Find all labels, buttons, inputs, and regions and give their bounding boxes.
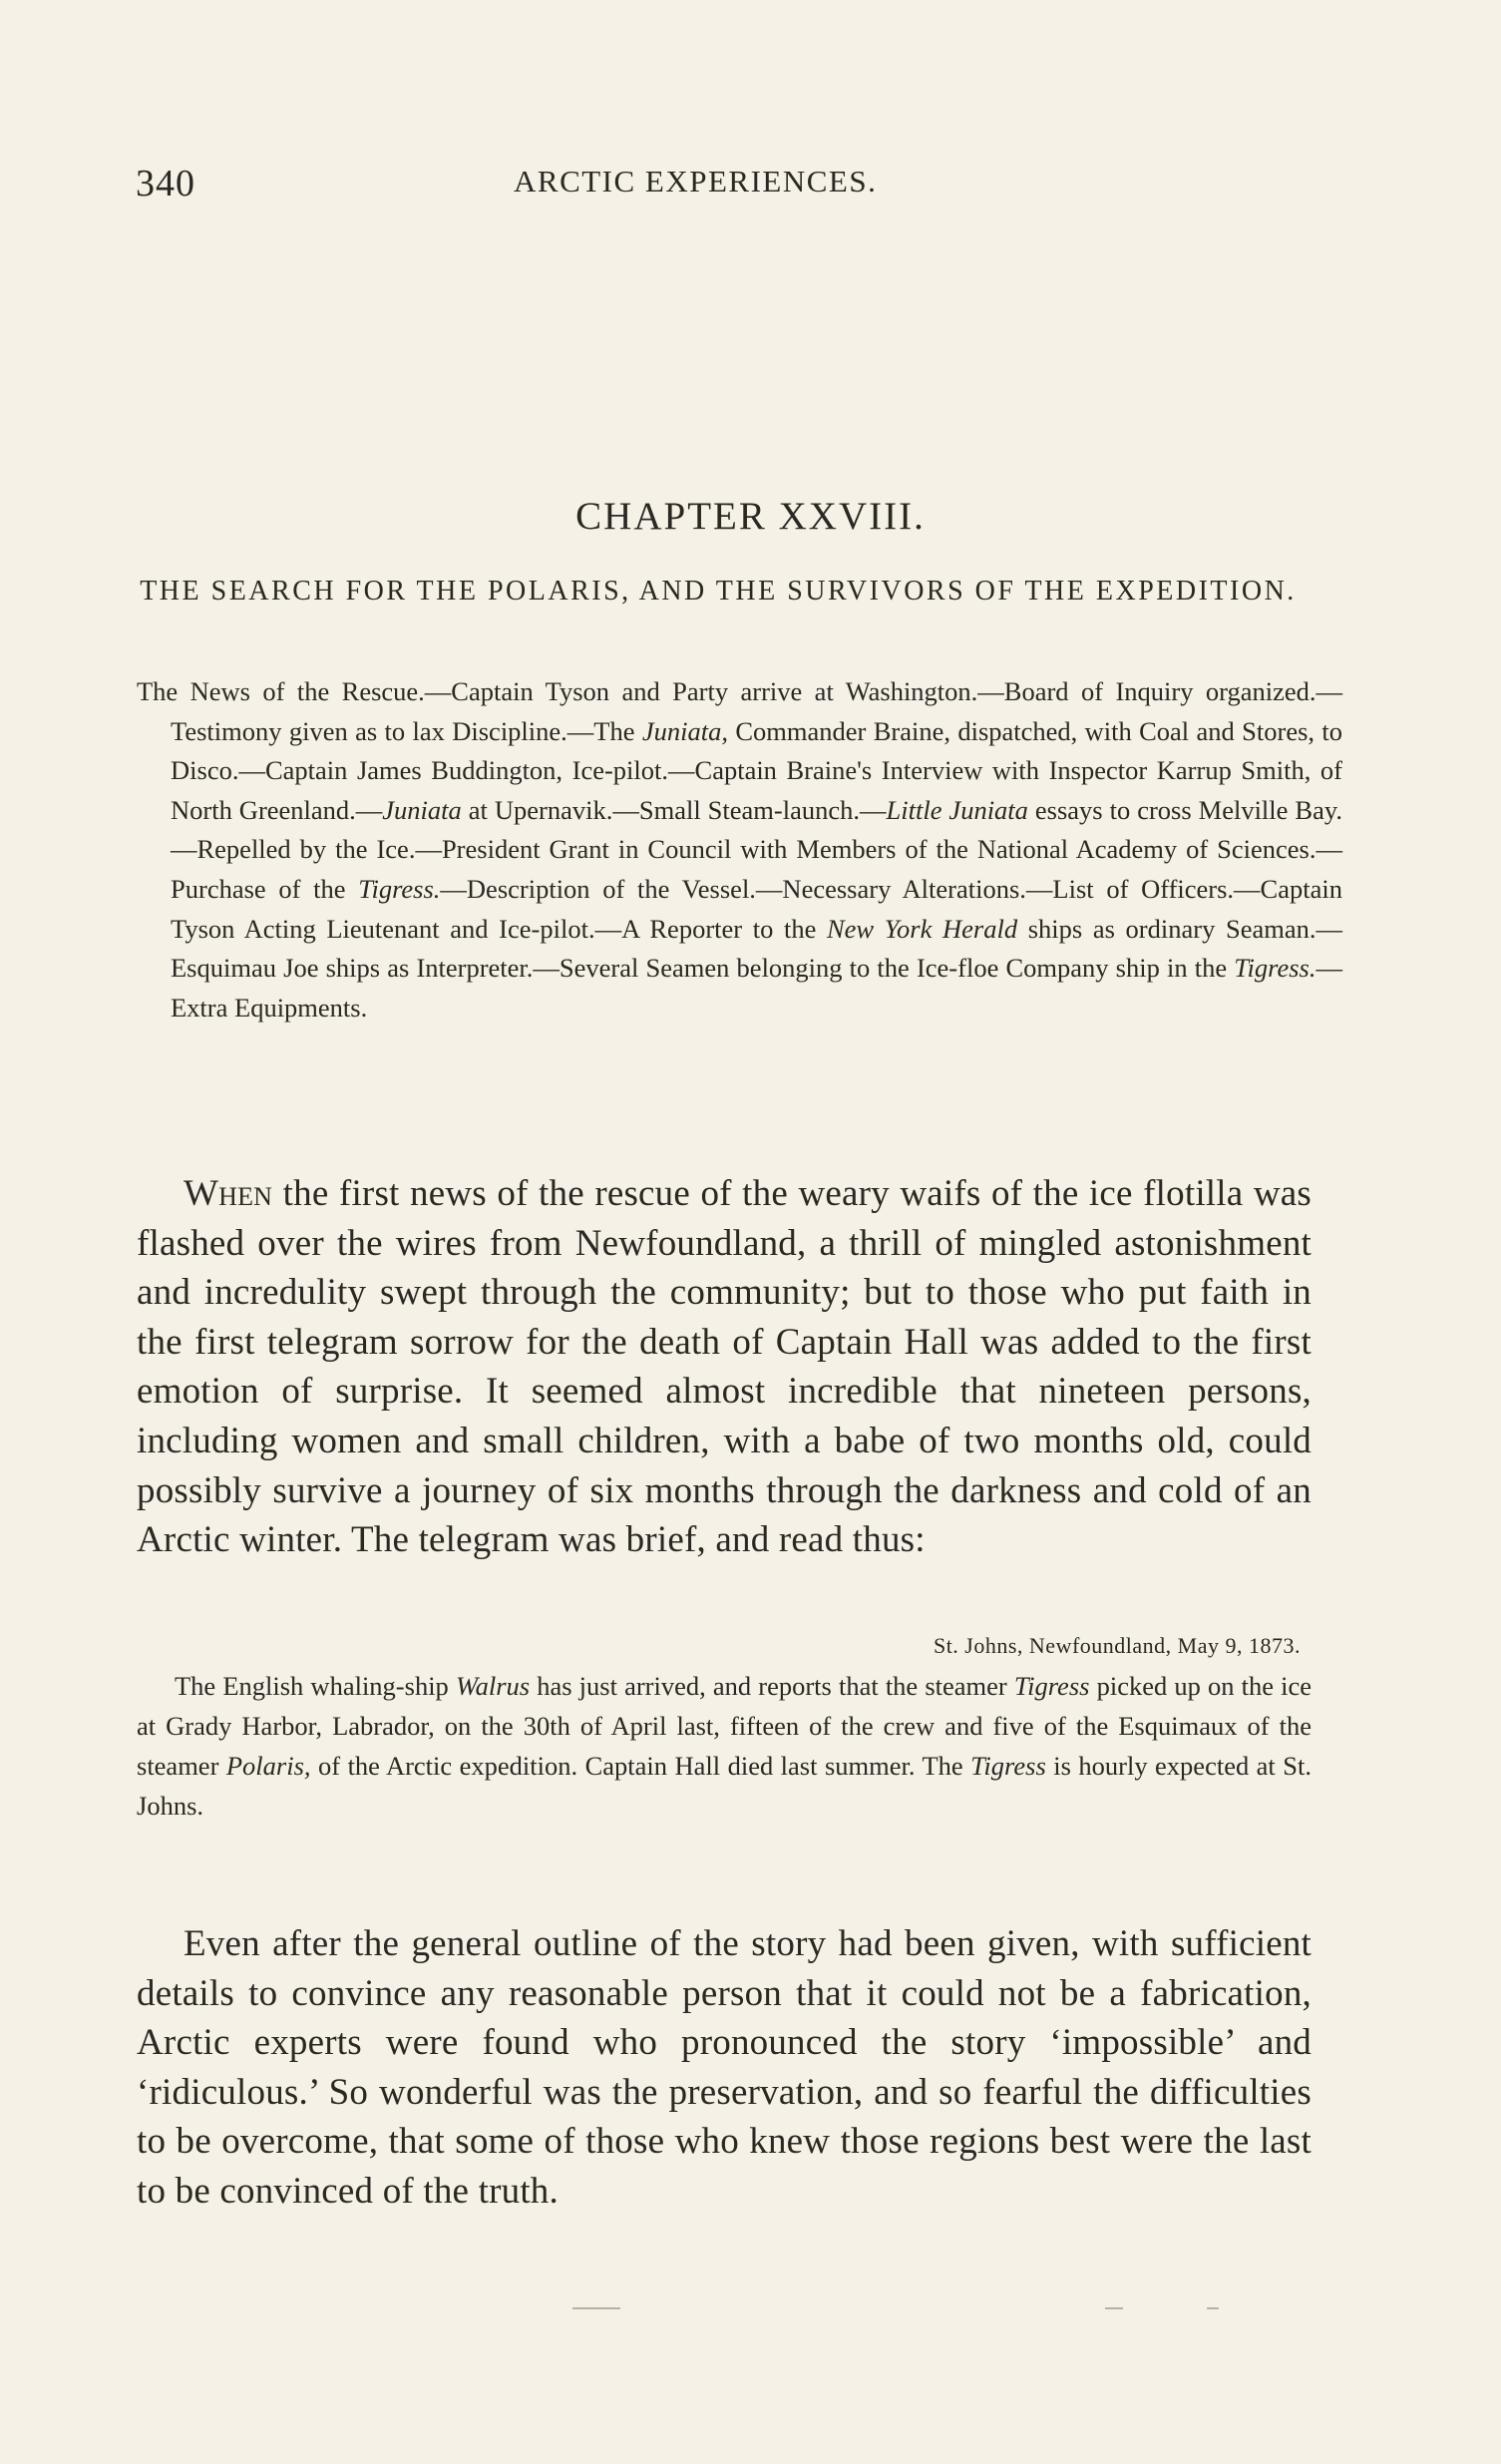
page-number: 340 [136,163,195,205]
chapter-subtitle: THE SEARCH FOR THE POLARIS, AND THE SURVIVORS OF THE EXPEDITION. [140,576,1297,607]
body-paragraph-1 [137,1169,1312,1565]
synopsis-text: —Description of the Vessel.—Necessary Alterations.—List of Officers.—Captain Tyson Acting Lieutenant and Ice-pilot.—A Reporter to the [171,873,1342,944]
synopsis-text: essays to cross Melville Bay.—Repelled by the Ice.—President Grant in Council with Members of the National Academy of Sciences.—Purchase of the [171,794,1342,904]
synopsis-ship-name: Juniata [382,794,462,825]
telegram-ship-name: Polaris, [225,1751,311,1781]
body-paragraph-2: Even after the general outline of the story had been given, with sufficient details to convince any reasonable person that it could not be a fabrication, Arctic experts were found who pronounced the story ‘impossible’ and ‘ridiculous.’ So wonderful was the preservation, and so fearful the difficulties to be overcome, that some of those who knew those regions best were the last to be convinced of the truth. [137,1923,1312,2212]
synopsis-ship-name: Little Juniata [886,794,1028,825]
telegram-segment: has just arrived, and reports that the steamer [530,1671,1014,1701]
synopsis-text: —Extra Equipments. [171,953,1342,1023]
telegram-segment: of the Arctic expedition. Captain Hall died last summer. The [310,1751,971,1781]
print-marks [0,2307,1501,2317]
telegram-segment: The English whaling-ship [175,1671,456,1701]
telegram-ship-name: Walrus [455,1671,531,1701]
synopsis-ship-name: Tigress. [1234,953,1316,984]
telegram-ship-name: Tigress [1013,1671,1090,1701]
telegram-text [137,1666,1312,1826]
synopsis-text: Commander Braine, dispatched, with Coal and Stores, to Disco.—Captain James Buddington, Ice-pilot.—Captain Braine's Interview with Inspector Karrup Smith, of North Greenland.— [171,715,1342,825]
telegram-dateline: St. Johns, Newfoundland, May 9, 1873. [933,1633,1301,1658]
print-mark [1207,2307,1219,2309]
telegram-segment: is hourly expected at St. Johns. [137,1751,1312,1821]
running-head [0,160,1501,209]
synopsis-text: ships as ordinary Seaman.—Esquimau Joe ships as Interpreter.—Several Seamen belonging to the Ice-floe Company ship in the [171,913,1342,984]
print-mark [572,2307,620,2309]
chapter-title: CHAPTER XXVIII. [575,495,926,538]
synopsis-text: at Upernavik.—Small Steam-launch.— [461,794,887,825]
chapter-synopsis [137,672,1342,1027]
telegram-ship-name: Tigress [970,1751,1046,1781]
print-mark [1105,2307,1123,2309]
synopsis-ship-name: Tigress. [358,873,441,904]
running-title: ARCTIC EXPERIENCES. [514,164,878,199]
synopsis-ship-name: Juniata, [641,715,728,746]
synopsis-text: The News of the Rescue.—Captain Tyson and Party arrive at Washington.—Board of Inquiry organized.—Testimony given as to lax Discipline.—The [137,676,1342,746]
paragraph-lead-word: When [184,1173,273,1214]
telegram-segment: picked up on the ice at Grady Harbor, Labrador, on the 30th of April last, fifteen of the crew and five of the Esquimaux of the steamer [137,1671,1312,1781]
synopsis-newspaper-name: New York Herald [826,913,1018,944]
paragraph-text: the first news of the rescue of the weary waifs of the ice flotilla was flashed over the wires from Newfoundland, a thrill of mingled astonishment and incredulity swept through the community; but to those who put faith in the first telegram sorrow for the death of Captain Hall was added to the first emotion of surprise. It seemed almost incredible that nineteen persons, including women and small children, with a babe of two months old, could possibly survive a journey of six months through the darkness and cold of an Arctic winter. The telegram was brief, and read thus: [137,1173,1312,1561]
